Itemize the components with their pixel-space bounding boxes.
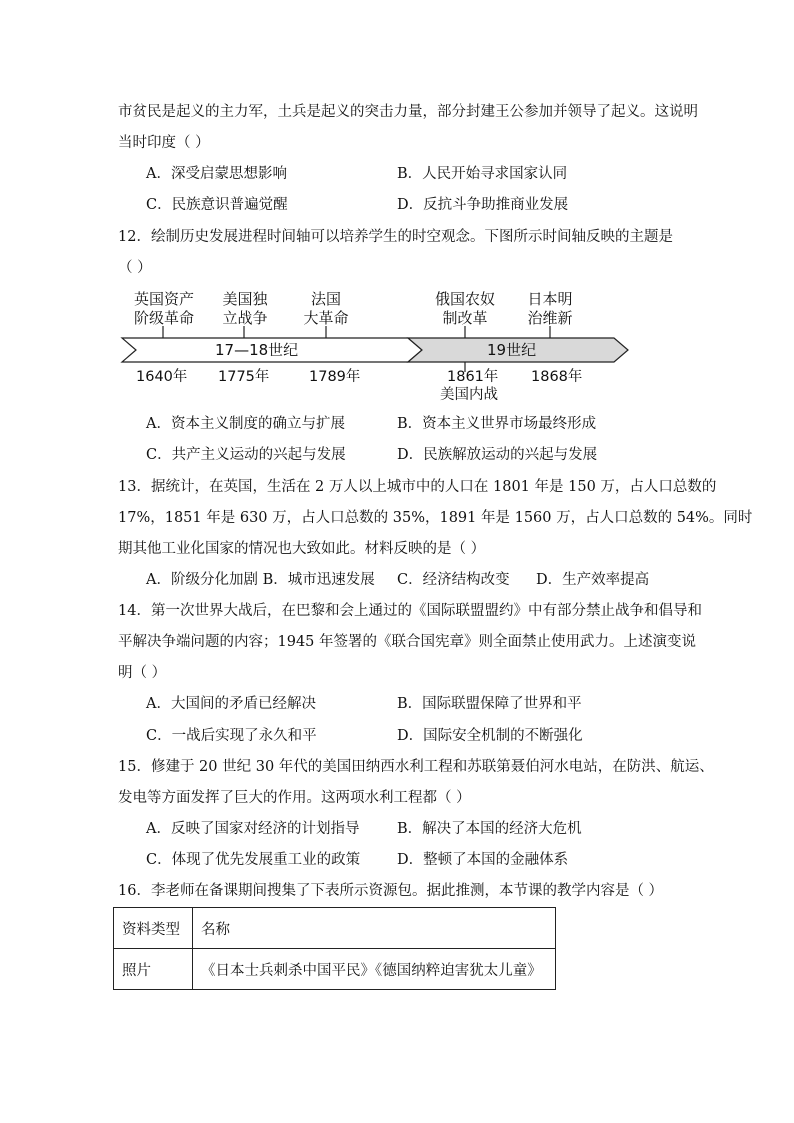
timeline-year-1640: 1640年 xyxy=(136,369,188,385)
timeline-year-1868: 1868年 xyxy=(531,369,583,385)
timeline-event-1868 xyxy=(520,290,580,328)
q11-option-d: D．反抗斗争助推商业发展 xyxy=(397,197,569,213)
q11-option-a: A．深受启蒙思想影响 xyxy=(146,166,287,182)
q14-option-b: B．国际联盟保障了世界和平 xyxy=(397,696,582,712)
q15-option-a: A．反映了国家对经济的计划指导 xyxy=(146,821,360,837)
q14-option-a: A．大国间的矛盾已经解决 xyxy=(146,696,316,712)
timeline-bottom-event: 美国内战 xyxy=(440,387,498,403)
q12-option-a: A．资本主义制度的确立与扩展 xyxy=(146,416,345,432)
timeline-year-1789: 1789年 xyxy=(309,369,361,385)
event-1868-line1: 日本明 xyxy=(527,290,573,308)
table-header-row xyxy=(114,908,556,949)
timeline-event-1640 xyxy=(128,290,200,328)
table-cell-type: 照片 xyxy=(114,949,193,990)
q15-line-2: 发电等方面发挥了巨大的作用。这两项水利工程都（ ） xyxy=(118,790,471,806)
q15-option-c: C．体现了优先发展重工业的政策 xyxy=(146,852,361,868)
q14-line-2: 平解决争端问题的内容；1945 年签署的《联合国宪章》则全面禁止使用武力。上述演变说 xyxy=(118,634,697,650)
q15-line-1: 15．修建于 20 世纪 30 年代的美国田纳西水利工程和苏联第聂伯河水电站，在防洪、航运、 xyxy=(118,759,714,775)
q14-option-d: D．国际安全机制的不断强化 xyxy=(397,728,583,744)
timeline-band-17-18: 17—18世纪 xyxy=(215,341,299,359)
timeline-event-1789 xyxy=(297,290,355,328)
q13-option-ab: A．阶级分化加剧 B．城市迅速发展 xyxy=(146,572,375,588)
q12-option-c: C．共产主义运动的兴起与发展 xyxy=(146,447,346,463)
q13-line-1: 13．据统计，在英国，生活在 2 万人以上城市中的人口在 1801 年是 150 万，占人口总数的 xyxy=(118,479,717,495)
timeline-year-1861: 1861年 xyxy=(447,369,499,385)
event-1861-line1: 俄国农奴 xyxy=(434,290,495,308)
q13-line-2: 17%，1851 年是 630 万，占人口总数的 35%，1891 年是 1560 万，占人口总数的 54%。同时 xyxy=(118,510,753,526)
event-1789-line1: 法国 xyxy=(310,290,341,308)
q14-line-3: 明（ ） xyxy=(118,665,167,681)
event-1868-line2: 治维新 xyxy=(527,309,573,327)
q14-line-1: 14．第一次世界大战后，在巴黎和会上通过的《国际联盟盟约》中有部分禁止战争和倡导和 xyxy=(118,603,702,619)
q15-option-d: D．整顿了本国的金融体系 xyxy=(397,852,569,868)
q12-line-2: （ ） xyxy=(118,260,152,276)
q13-option-d: D．生产效率提高 xyxy=(536,572,650,588)
q11-option-c: C．民族意识普遍觉醒 xyxy=(146,197,288,213)
q12-option-b: B．资本主义世界市场最终形成 xyxy=(397,416,597,432)
q13-line-3: 期其他工业化国家的情况也大致如此。材料反映的是（ ） xyxy=(118,541,486,557)
resource-table xyxy=(113,907,556,990)
event-1640-line1: 英国资产 xyxy=(133,290,194,308)
timeline-band-19: 19世纪 xyxy=(487,341,537,359)
table-row xyxy=(114,949,556,990)
event-1861-line2: 制改革 xyxy=(442,309,488,327)
q12-option-d: D．民族解放运动的兴起与发展 xyxy=(397,447,598,463)
q11-line-2: 当时印度（ ） xyxy=(118,135,210,151)
timeline-year-1775: 1775年 xyxy=(218,369,270,385)
table-cell-name: 《日本士兵刺杀中国平民》《德国纳粹迫害犹太儿童》 xyxy=(193,949,556,990)
event-1789-line2: 大革命 xyxy=(303,309,349,327)
q16-line-1: 16．李老师在备课期间搜集了下表所示资源包。据此推测，本节课的教学内容是（ ） xyxy=(118,883,664,899)
event-1775-line1: 美国独 xyxy=(222,290,268,308)
q11-line-1: 市贫民是起义的主力军，土兵是起义的突击力量，部分封建王公参加并领导了起义。这说明 xyxy=(118,104,698,120)
q15-option-b: B．解决了本国的经济大危机 xyxy=(397,821,582,837)
q12-line-1: 12．绘制历史发展进程时间轴可以培养学生的时空观念。下图所示时间轴反映的主题是 xyxy=(118,229,673,245)
timeline-event-1861 xyxy=(428,290,502,328)
q13-option-c: C．经济结构改变 xyxy=(397,572,510,588)
event-1640-line2: 阶级革命 xyxy=(133,309,194,327)
event-1775-line2: 立战争 xyxy=(222,309,268,327)
q14-option-c: C．一战后实现了永久和平 xyxy=(146,728,317,744)
table-header-type: 资料类型 xyxy=(114,908,193,949)
table-header-name: 名称 xyxy=(193,908,556,949)
timeline-event-1775 xyxy=(216,290,274,328)
q11-option-b: B．人民开始寻求国家认同 xyxy=(397,166,568,182)
